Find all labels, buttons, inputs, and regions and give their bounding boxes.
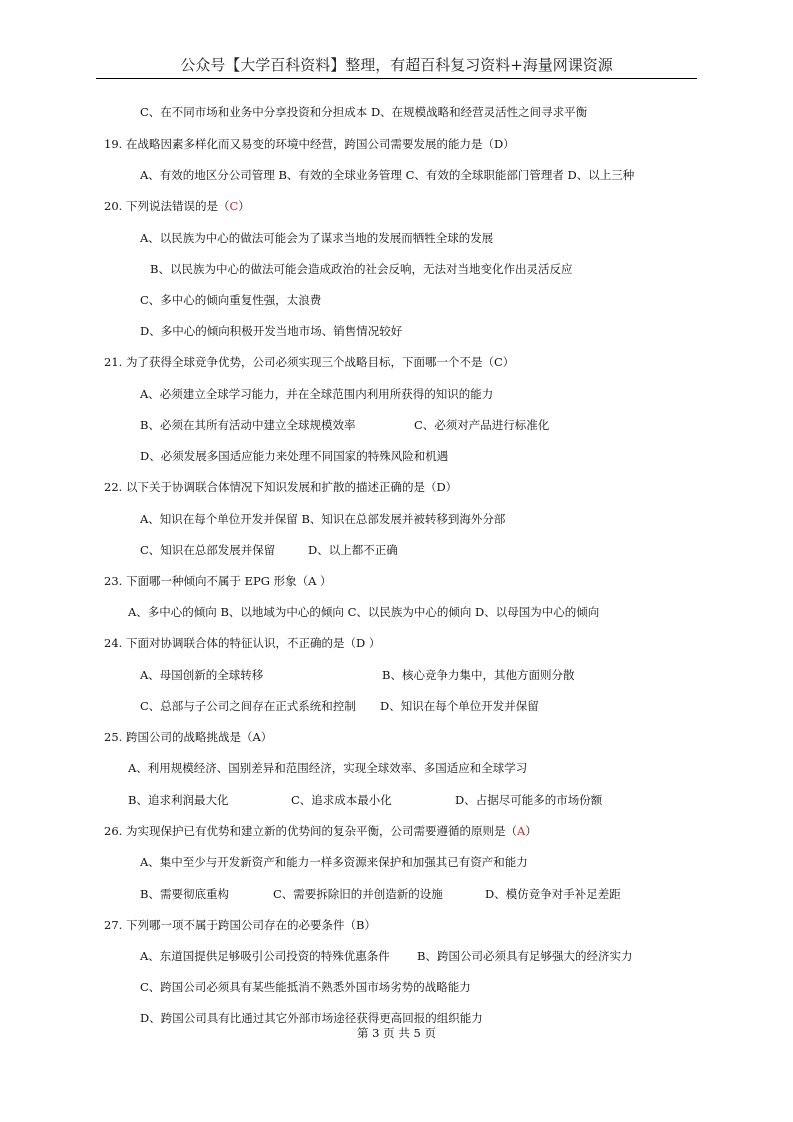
q25-option-b: B、追求利润最大化 [128, 793, 229, 807]
q21-option-a: A、必须建立全球学习能力，并在全球范围内利用所获得的知识的能力 [140, 387, 494, 401]
q21-option-d: D、必须发展多国适应能力来处理不同国家的特殊风险和机遇 [140, 449, 449, 463]
q24-option-b: B、核心竞争力集中，其他方面则分散 [382, 668, 575, 682]
q26-option-d: D、模仿竞争对手补足差距 [485, 887, 621, 901]
q20-option-a: A、以民族为中心的做法可能会为了谋求当地的发展而牺牲全球的发展 [140, 231, 494, 245]
q27-option-b: B、跨国公司必须具有足够强大的经济实力 [417, 949, 633, 963]
question-26 [104, 823, 537, 839]
q20-option-c: C、多中心的倾向重复性强，太浪费 [140, 293, 322, 307]
q18-option-cd: C、在不同市场和业务中分享投资和分担成本 D、在规模战略和经营灵活性之间寻求平衡 [140, 105, 588, 119]
q25-option-d: D、占据尽可能多的市场份额 [455, 793, 603, 807]
q24-option-a: A、母国创新的全球转移 [140, 668, 264, 682]
q20-close: ） [238, 199, 250, 213]
question-23: 23. 下面哪一种倾向不属于 EPG 形象（A ） [104, 574, 332, 588]
q24-option-c: C、总部与子公司之间存在正式系统和控制 [140, 699, 356, 713]
question-27: 27. 下列哪一项不属于跨国公司存在的必要条件（B） [104, 918, 376, 932]
q26-answer: A [516, 824, 526, 838]
question-25: 25. 跨国公司的战略挑战是（A） [104, 730, 273, 744]
q25-option-c: C、追求成本最小化 [291, 793, 392, 807]
q27-option-d: D、跨国公司具有比通过其它外部市场途径获得更高回报的组织能力 [140, 1011, 483, 1025]
page-footer: 第 3 页 共 5 页 [357, 1026, 436, 1040]
q21-option-b: B、必须在其所有活动中建立全球规模效率 [140, 418, 356, 432]
q27-option-c: C、跨国公司必须具有某些能抵消不熟悉外国市场劣势的战略能力 [140, 980, 471, 994]
q22-option-c: C、知识在总部发展并保留 [140, 543, 276, 557]
header-rule [96, 78, 697, 79]
q24-option-d: D、知识在每个单位开发并保留 [380, 699, 539, 713]
q20-option-b: B、以民族为中心的做法可能会造成政治的社会反响，无法对当地变化作出灵活反应 [150, 262, 573, 276]
q20-option-d: D、多中心的倾向积极开发当地市场、销售情况较好 [140, 324, 403, 338]
question-20 [104, 198, 250, 214]
q19-options: A、有效的地区分公司管理 B、有效的全球业务管理 C、有效的全球职能部门管理者 D、以上三种 [140, 168, 635, 182]
q25-option-a: A、利用规模经济、国别差异和范围经济，实现全球效率、多国适应和全球学习 [128, 761, 528, 775]
q20-answer: C [229, 199, 239, 213]
q21-option-c: C、必须对产品进行标准化 [414, 418, 550, 432]
q26-text: 26. 为实现保护已有优势和建立新的优势间的复杂平衡，公司需要遵循的原则是（ [104, 824, 517, 838]
q27-option-a: A、东道国提供足够吸引公司投资的特殊优惠条件 [140, 949, 390, 963]
question-22: 22. 以下关于协调联合体情况下知识发展和扩散的描述正确的是（D） [104, 480, 458, 494]
q26-option-b: B、需要彻底重构 [140, 887, 229, 901]
q20-text: 20. 下列说法错误的是（ [104, 199, 230, 213]
q22-option-ab: A、知识在每个单位开发并保留 B、知识在总部发展并被转移到海外分部 [140, 512, 506, 526]
q26-option-a: A、集中至少与开发新资产和能力一样多资源来保护和加强其已有资产和能力 [140, 855, 528, 869]
page-header: 公众号【大学百科资料】整理，有超百科复习资料+海量网课资源 [180, 56, 613, 74]
q26-option-c: C、需要拆除旧的并创造新的设施 [273, 887, 443, 901]
q23-options: A、多中心的倾向 B、以地域为中心的倾向 C、以民族为中心的倾向 D、以母国为中心的倾向 [128, 605, 600, 619]
q22-option-d: D、以上都不正确 [308, 543, 398, 557]
q26-close: ） [525, 824, 537, 838]
question-19: 19. 在战略因素多样化而又易变的环境中经营，跨国公司需要发展的能力是（D） [104, 137, 515, 151]
question-21: 21. 为了获得全球竞争优势，公司必须实现三个战略目标，下面哪一个不是（C） [104, 355, 515, 369]
question-24: 24. 下面对协调联合体的特征认识，不正确的是（D ） [104, 636, 381, 650]
